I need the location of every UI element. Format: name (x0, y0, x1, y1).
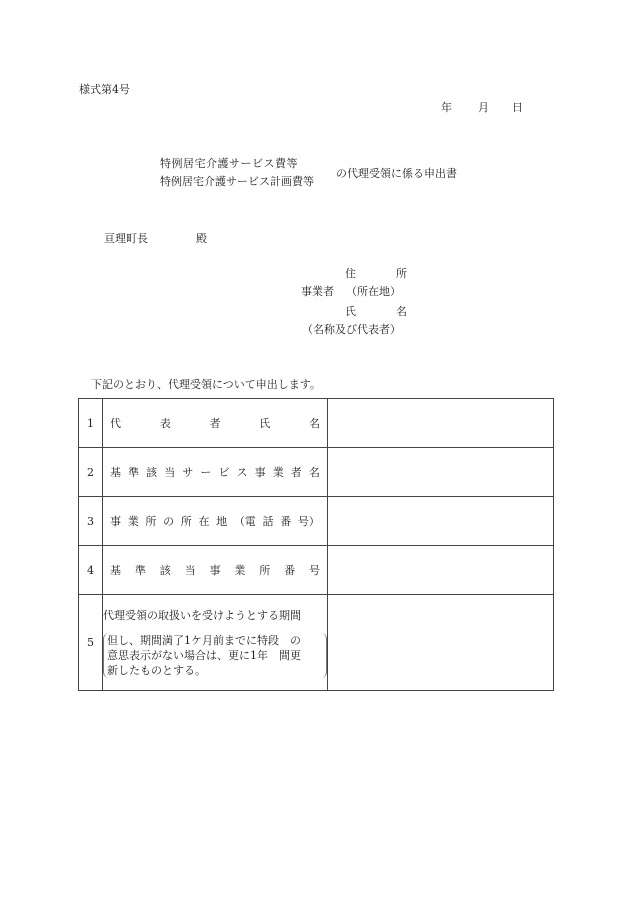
label-char: 該 (146, 466, 158, 479)
label-char: 号 (309, 564, 320, 577)
name-label-a: 氏 (345, 305, 356, 318)
intro-text: 下記のとおり、代理受領について申出します。 (91, 378, 321, 391)
date-month: 月 (478, 101, 489, 114)
label-char: 準 (134, 564, 146, 577)
business-label: 事業者 (301, 285, 334, 298)
table-row (79, 595, 554, 691)
label-text (103, 415, 327, 431)
label-char: ー (200, 466, 212, 479)
label-char: サ (182, 466, 194, 479)
label-char: の (163, 515, 175, 528)
title-suffix: の代理受領に係る申出書 (336, 167, 457, 180)
service-provider-name-label (103, 448, 328, 497)
label-text (103, 562, 327, 578)
label-char: 代 (110, 417, 121, 430)
period-heading: 代理受領の取扱いを受けようとする期間 (103, 608, 301, 622)
label-char: ビ (218, 466, 230, 479)
label-char: （電 (233, 515, 256, 528)
addressee-name: 亘理町長 (104, 232, 148, 245)
representative-label: （名称及び代表者） (302, 323, 401, 336)
label-char: 話 (262, 515, 274, 528)
representative-name-input-cell[interactable] (328, 399, 554, 448)
label-text (103, 513, 327, 529)
row-number: 1 (79, 399, 103, 448)
label-char: 当 (184, 564, 196, 577)
label-char: 氏 (259, 417, 271, 430)
row-number: 5 (79, 595, 103, 691)
date-year: 年 (441, 101, 452, 114)
label-char: 業 (272, 466, 284, 479)
table-row (79, 448, 554, 497)
label-char: 名 (308, 466, 320, 479)
period-note (103, 633, 327, 678)
row-number: 4 (79, 546, 103, 595)
title-line1: 特例居宅介護サービス費等 (160, 157, 298, 170)
label-char: 所 (180, 515, 192, 528)
application-table (78, 398, 554, 691)
label-char: 在 (198, 515, 210, 528)
row-number: 2 (79, 448, 103, 497)
label-char: 番 (280, 515, 292, 528)
label-char: 号） (297, 515, 320, 528)
label-char: 事 (209, 564, 221, 577)
label-char: 当 (164, 466, 176, 479)
label-char: 所 (259, 564, 271, 577)
period-note-line1: 但し、期間満了1ケ月前までに特段 の (107, 633, 301, 647)
label-char: 者 (290, 466, 302, 479)
label-char: 番 (284, 564, 296, 577)
table-row (79, 399, 554, 448)
label-char: 該 (159, 564, 171, 577)
address-label-b: 所 (396, 267, 407, 280)
title-line2: 特例居宅介護サービス計画費等 (160, 175, 314, 188)
label-char: 基 (110, 466, 121, 479)
label-char: 事 (254, 466, 266, 479)
form-number: 様式第4号 (79, 83, 130, 96)
office-address-phone-label (103, 497, 328, 546)
row-number: 3 (79, 497, 103, 546)
period-label (103, 595, 328, 691)
office-number-input-cell[interactable] (328, 546, 554, 595)
address-label-a: 住 (345, 267, 356, 280)
name-label-b: 名 (396, 305, 407, 318)
label-char: 所 (145, 515, 157, 528)
representative-name-label (103, 399, 328, 448)
label-char: ス (236, 466, 248, 479)
label-char: 地 (216, 515, 228, 528)
office-address-phone-input-cell[interactable] (328, 497, 554, 546)
label-char: 業 (234, 564, 246, 577)
label-char: 者 (209, 417, 221, 430)
period-note-line3: 新したものとする。 (107, 663, 206, 677)
label-char: 業 (127, 515, 139, 528)
service-provider-name-input-cell[interactable] (328, 448, 554, 497)
label-char: 名 (309, 417, 320, 430)
name-label (345, 303, 407, 319)
label-char: 表 (159, 417, 171, 430)
period-input-cell[interactable] (328, 595, 554, 691)
addressee-honorific: 殿 (196, 232, 207, 245)
label-char: 基 (110, 564, 121, 577)
label-text (103, 464, 327, 480)
office-number-label (103, 546, 328, 595)
location-label: （所在地） (346, 285, 401, 298)
label-char: 事 (110, 515, 121, 528)
period-note-line2: 意思表示がない場合は、更に1年 間更 (107, 648, 301, 662)
label-char: 準 (128, 466, 140, 479)
date-day: 日 (512, 101, 523, 114)
address-label (345, 265, 407, 281)
table-row (79, 546, 554, 595)
table-row (79, 497, 554, 546)
